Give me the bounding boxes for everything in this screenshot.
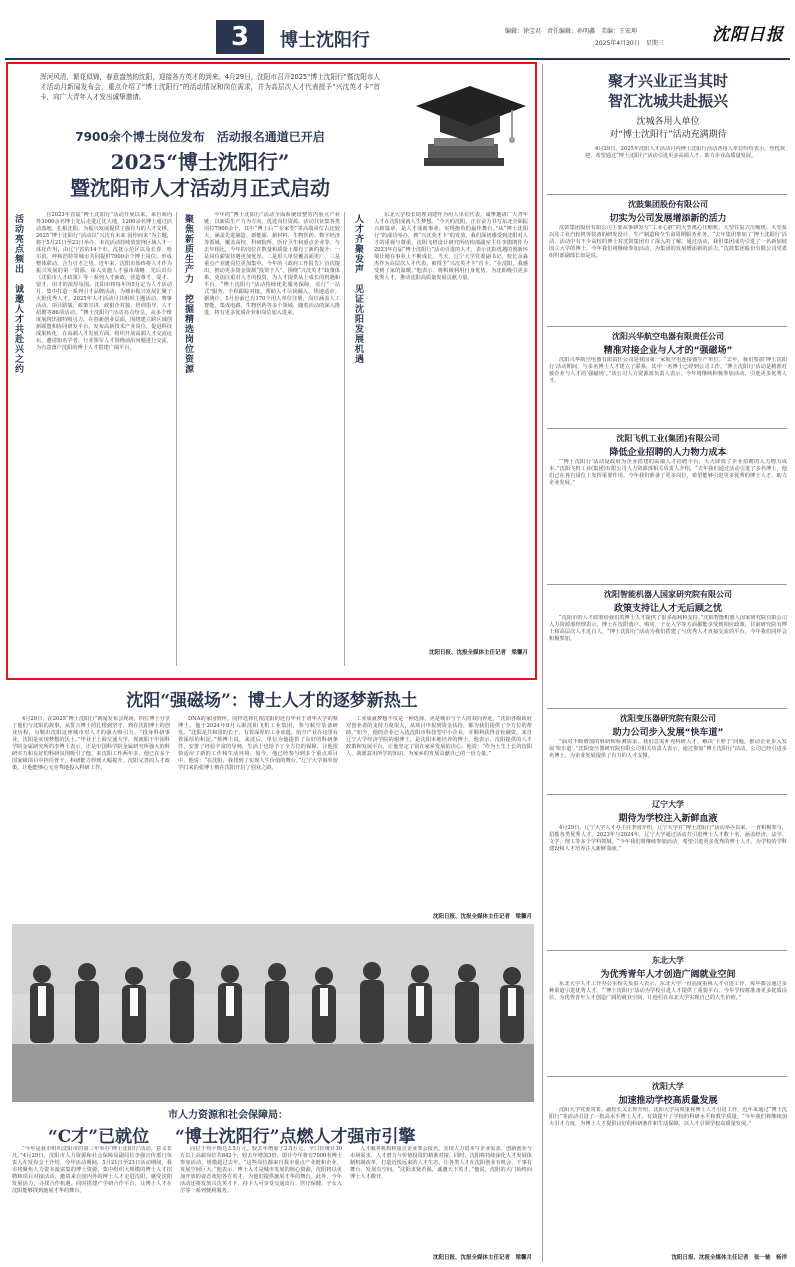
sidebar-separator bbox=[547, 428, 787, 429]
page-number: 3 bbox=[230, 22, 250, 52]
sidebar-item-title: 精准对接企业与人才的“强磁场” bbox=[603, 346, 733, 356]
lead-paragraph: 浑河风清，繁花似锦，春意盎然的沈阳，迎接各方英才的到来。4月29日，沈阳市召开2025“博士沈阳行”暨沈阳市人才活动月新闻发布会，重点介绍了“博士沈阳行”的活动情况和岗位需求，并为高层次人才代表授予“兴沈英才卡”首卡，向广大青年人才发出诚挚邀请。 bbox=[40, 73, 380, 101]
bottom-kicker: 市人力资源和社会保障局： bbox=[168, 1110, 288, 1121]
sidebar-item-org: 沈阳大学 bbox=[652, 1082, 684, 1091]
bottom-column-1: “今年是我市组织沈阳市的第三年举办‘博士沈阳行’活动，意义非凡。”4月29日，沈阳市人力资源和社会保障局副局长李强宣传部门负责人在发布会上介绍，今年活动期间，5月21日至23日活动期间，我市将聚焦人力资本最富集的博士资源，集中组织大规模的博士人才招聘和项目对接活动，邀请来自国内外的博士人才走进沈阳，感受沈阳发展活力，寻找合作机遇。同时搭建产学研合作平台，让博士人才在沈阳能够找到施展才华的舞台。 bbox=[12, 1146, 172, 1194]
date-line: 2025年4月30日 星期三 bbox=[595, 40, 664, 47]
sidebar-subhead-1: 沈城各用人单位 bbox=[636, 117, 700, 127]
column-1-subhead: 活动亮点频出 诚邀人才共赴兴之约 bbox=[13, 214, 23, 374]
sidebar-item-text: “面对不断增加的科研和检测需求，我们急需补充科研人才，解决‘卡脖子’问题，推动企业步入发展‘快车道’。”沈阳变压器研究院有限公司相关负责人表示，通过参加“博士沈阳行”活动，公司已经引进多名博士，为企业发展提供了有力的人才支撑。 bbox=[549, 739, 787, 759]
column-1-text: 自2023年首届“博士沈阳行”活动开展以来，来自海内外3000余名博士先后走进辽沈大地，1200余名博士通过活动落地，扎根沈阳，为振兴发展提供了强有力的人才支撑。2025“博士沈阳行”活动以“兴沈有未来 因你而来”为主题，将于5月21日至23日举办。本次活动持续放宽择区域人才一体化作用，由辽宁省的14个市、沈抚示范区以及长春、哈尔滨、呼和浩特等城市共同提供7900余个博士岗位，形成整体联动、合力引才之势。近年来，沈阳市始终将人才作为振兴发展的第一资源，深入实施人才强市战略，先后出台《沈阳市人才政策》等一系列人才新政，营造尊才、爱才、留才、用才的浓厚氛围。沈阳市将每年的5月定为人才活动月，集中打造一系列引才品牌活动，为城市振兴发展汇聚了大批优秀人才。2025年人才活动月共组织主题活动、赛事活动、项目路演、政策宣讲、政银企对接、培训指导、人才招聘等86项活动。“博士沈阳行”活动亮点纷呈，从多个维度展现出独特吸引力。在创新创业层面，围绕建立跨区域创新联盟和协同研发平台，发布高新技术产业岗位，促进科技成果转化；在高端人才发展方面，组织开展高端人才交流论坛，邀请知名学者、行业领军人才围绕前沿问题进行交流，为有意落户沈阳的博士人才搭建广阔平台。 bbox=[36, 212, 172, 351]
sidebar-item-org: 沈阳变压器研究院有限公司 bbox=[620, 714, 716, 723]
sidebar-byline: 沈阳日报、沈报全媒体主任记者 张一驰 杨洋 bbox=[671, 1255, 787, 1261]
sidebar-item-org: 辽宁大学 bbox=[652, 800, 684, 809]
page-header bbox=[0, 0, 795, 64]
sidebar-item-title: 降低企业招聘的人力物力成本 bbox=[609, 448, 727, 458]
column-divider-1 bbox=[176, 212, 177, 666]
column-2-subhead: 聚焦新质生产力 挖掘精选岗位资源 bbox=[183, 214, 193, 374]
sidebar-item-title: 助力公司步入发展“快车道” bbox=[612, 728, 724, 738]
sidebar-intro: 4月29日，2025年沈阳人才活动月内博士沈阳行活动各用人单位纷纷表示，热忱欢迎，希望通过“博士沈阳行”活动引进更多高端人才，助力企业高质量发展。 bbox=[585, 146, 785, 159]
sidebar-item-text: 4月29日，辽宁大学人才办主任李国介绍，辽宁大学自“博士沈阳行”活动举办以来，一直积极参与，招揽各类优秀人才。2023年与2024年，辽宁大学通过活动共引进博士人才数十名，涵盖经济、法学、文学、理工等多个学科领域。“今年我们将继续参加活动，希望引进更多优秀的博士人才，为学校的学科建设和人才培养注入新鲜血液。” bbox=[549, 825, 787, 852]
sidebar-item-text: 沈阳大学党委常委、副校长关正辉介绍，沈阳大学高度重视博士人才引进工作，近年来通过“博士沈阳行”等活动引进了一批高水平博士人才，有效提升了学校的科研水平和教学质量。“今年我们将继续加大引才力度，为博士人才提供良好的科研条件和生活保障，以人才引领学校高质量发展。” bbox=[549, 1107, 787, 1127]
sidebar-item-text: 东北大学人才工作办公室相关负责人表示，东北大学一直高度重视人才引进工作，每年都会通过多种渠道引进优秀人才。“‘博士沈阳行’活动为学校引进人才提供了重要平台，今年学校将准备更多优质岗位，为优秀青年人才创造广阔的就业空间，让他们在东北大学实现自己的人生价值。” bbox=[549, 981, 787, 1001]
sidebar-item-text: 沈鼓集团股份有限公司主要从事研发与“工业心脏”的大型离心压缩机、大型往复式压缩机、大型泵以及工业汽轮机等装备的研发设计、生产制造和全生命周期服务业务。“去年集团参加了‘博士沈阳行’活动，活动中有不少高校的博士对沈鼓集团有了深入的了解。通过活动，我们集团成功引进了一名新加坡国立大学的博士。今年我们将继续参加活动，为集团的发展增添新的活力。”沈鼓集团股份有限公司党委组织部副部长如是说。 bbox=[549, 225, 787, 259]
column-divider-2 bbox=[344, 212, 345, 666]
sidebar-separator bbox=[547, 194, 787, 195]
bottom-column-2: 向位于均平衡达3.5万元。较去年增加了2.5万元，全口径统计30万以上高薪岗位共842个，较去年增加3倍。即计今年将有7000名博士参加活动，规模超过去年。“这些岗位都来自我市重点产业链和企业，发展空间巨大。”他表示，博士人才是城市发展的核心资源，沈阳将以更加开放的姿态欢迎各方英才，为他们提供施展才华的舞台。此外，今年活动还将发放兴沈英才卡，持卡人可享受交通出行、医疗保健、子女入学等一系列便利服务。 bbox=[180, 1146, 342, 1194]
sidebar-item-org: 沈阳智能机器人国家研究院有限公司 bbox=[604, 590, 732, 599]
sidebar-subhead-2: 对“博士沈阳行”活动充满期待 bbox=[609, 130, 727, 140]
sidebar-item-title: 加速推动学校高质量发展 bbox=[618, 1096, 718, 1106]
sidebar-separator bbox=[547, 1076, 787, 1077]
column-3-text: 东北大学校长助理刘建作为用人单位代表，诚挚邀请广大青年人才在沈阳成就人生梦想。“今天的沈阳，正在奋力书写东北全面振兴新篇章，是人才成就事业、实现抱负的最佳舞台。”从“博士沈阳行”的成功举办，到“兴沈英才卡”的发放，我们深切感受到沈阳对人才的重视与尊重。沈阳飞机设计研究所结构部副室主任李鹃鹃作为2023年首届“博士沈阳行”活动引进的人才，表示沈阳优越的创新环境让她在事业上不断成长。当天，辽宁大学党委副书记、校长余淼杰作为高层次人才代表，被授予“兴沈英才卡”首卡。“在沈阳，我感受到了家的温暖。”他表示，将积极利用自身优势，为沈阳吸引更多优秀人才，推动沈阳高质量发展贡献力量。 bbox=[374, 212, 528, 281]
sidebar-separator bbox=[547, 794, 787, 795]
feature-headline: 沈阳“强磁场”：博士人才的逐梦新热土 bbox=[126, 691, 418, 711]
sidebar-item-org: 沈阳兴华航空电器有限责任公司 bbox=[612, 332, 724, 341]
bottom-headline-prefix: “C才”已就位 bbox=[48, 1127, 150, 1147]
sidebar-headline-1: 聚才兴业正当其时 bbox=[607, 72, 728, 90]
sidebar-item-text: “‘博士沈阳行’活动是政府为企业搭建的高端人才招聘平台，大大降低了企业招聘的人力物力成本。”沈阳飞机工业(集团)有限公司人力资源部相关负责人介绍，“去年我们通过活动引进了多名博士，他们已在各自岗位上发挥重要作用。今年我们准备了更多岗位，希望能够引进更多优秀的博士人才，助力企业发展。” bbox=[549, 459, 787, 486]
main-byline: 沈阳日报、沈报全媒体主任记者 梁馨月 bbox=[428, 650, 528, 656]
section-name: 博士沈阳行 bbox=[280, 30, 370, 51]
sidebar-item-title: 切实为公司发展增添新的活力 bbox=[609, 214, 727, 224]
column-2-text: 今年的“博士沈阳行”活动全面系统盘整省内重点产业链，以新质生产力为方向，优选岗位资源。活动共征集各类岗位7900余个，其中“博士后”“专家型”等高端岗位占比较大，涵盖先进制造、新能源、新材料、生物医药、数字经济等领域，覆盖高校、科研院所、医疗卫生和重点企业等。与去年相比，今年的岗位在数量和质量上都有了新的提升：一是岗位薪资待遇更加优厚，二是用人单位覆盖面更广，三是重点产业链岗位更加集中。今年的《政府工作报告》首次提出，推动更多资金资源“投资于人”。围绕“兴沈英才”政策体系，更加注重对人才的投资，为人才提供从上成长的机遇和平台。“博士沈阳行”活动持续优化服务保障，实行“一站式”服务，全程跟踪对接，帮助人才尽快融入、快速适应。据统计，5月份前已有170个用人单位注册，岗位涵盖人工智能、集成电路、生物医药等多个领域。随着活动的深入推进，将有更多优质企业和岗位加入进来。 bbox=[204, 212, 340, 316]
group-photo-image bbox=[12, 924, 534, 1102]
sidebar-separator bbox=[547, 950, 787, 951]
graduation-cap-image bbox=[400, 66, 532, 176]
masthead-logo: 沈阳日报 bbox=[712, 25, 784, 45]
sidebar-item-text: “沈阳市的人才政策给我们的博士人才提供了很多福利和支持。”沈阳智能机器人国家研究院有限公司人力资源部经理表示，博士在沈阳落户、购房、子女入学等方面都能享受到相应政策。目前研究院有博士和高层次人才近百人，“博士沈阳行”活动为我们搭建了与优秀人才直接交流的平台，今年我们同样会积极参加。 bbox=[549, 615, 787, 642]
sidebar-item-org: 沈鼓集团股份有限公司 bbox=[628, 200, 708, 209]
sidebar-separator bbox=[547, 708, 787, 709]
sidebar-item-title: 政策支持让人才无后顾之忧 bbox=[613, 604, 722, 614]
bottom-column-3: 人才服务机构和重点企业参会报名，实现人力资本与企业需求、创新创业与市场需求、人才潜力与价值投资的精准对接。同时，沈阳将持续深化人才发展体制机制改革，打造近悦远来的人才生态，让各类人才在沈阳创业有机会、干事有舞台、发展有空间。“沈阳求贤若渴，诚邀天下英才。”他说，沈阳的大门始终向博士人才敞开。 bbox=[350, 1146, 532, 1180]
sidebar-item-title: 为优秀青年人才创造广阔就业空间 bbox=[600, 970, 736, 980]
feature-column-1: 4月29日，在2025“博士沈阳行”新闻发布会现场，四位博士分享了他们与沈阳的故事。从誓言博士的扎根到坚守，到在沈阳博士的创业历程，勾勒出沈阳这座城市对人才的强大吸引力。“投身科研事业，沈阳是实现梦想的沃土。”毕业于上海交通大学，现就职于中国科学院金属研究所的李博士表示，正是中国科学院金属研究所强大的科研实力和良好的科研氛围吸引了他。来沈阳工作两年多，他已在多个国家级项目中担任骨干，科研能力得到大幅提升。沈阳完善的人才政策，让他能够心无旁骛地投入科研工作。 bbox=[12, 716, 170, 771]
headline-line-1: 2025“博士沈阳行” bbox=[110, 150, 290, 174]
sidebar-item-text: 沈阳兴华航空电器有限责任公司是我国第一家航空电连接器生产单位。“去年，我们参加‘博士沈阳行’活动期间，与多名博士人才建立了联系，其中一名博士已经到公司工作。‘博士沈阳行’活动是精准对接企业与人才的‘强磁场’。”该公司人力资源部负责人表示，今年将继续积极参加活动，引进更多优秀人才。 bbox=[549, 357, 787, 384]
sidebar-headline-2: 智汇沈城共赴振兴 bbox=[607, 92, 728, 110]
sidebar-item-title: 期待为学校注入新鲜血液 bbox=[618, 814, 718, 824]
editor-line: 编辑：徐宝君 责任编辑：孙明鑫 美编：王宏坤 bbox=[505, 28, 638, 35]
feature-byline: 沈阳日报、沈报全媒体主任记者 梁馨月 bbox=[432, 914, 532, 920]
headline-line-2: 暨沈阳市人才活动月正式启动 bbox=[70, 176, 330, 200]
bottom-headline-main: “博士沈阳行”点燃人才强市引擎 bbox=[175, 1127, 416, 1147]
sidebar-separator bbox=[547, 326, 787, 327]
sidebar-item-org: 东北大学 bbox=[652, 956, 684, 965]
sidebar-separator bbox=[547, 584, 787, 585]
sidebar-item-org: 沈阳飞机工业(集团)有限公司 bbox=[616, 434, 720, 443]
bottom-byline: 沈阳日报、沈报全媒体主任记者 梁馨月 bbox=[432, 1255, 532, 1261]
sidebar-divider bbox=[542, 64, 543, 1262]
feature-column-2: DNA的家园情怀。同样选择扎根沈阳的还有毕业于清华大学的蔡博士。他于2024年8月入职沈阳飞机工业集团，参与航空装备研发。“沈阳是共和国的长子，有着深厚的工业底蕴，航空产业在这里有着深厚的积淀。”蔡博士说，来沈后，单位为他提供了良好的科研条件，安排了经验丰富的导师，生活上也给予了全方位的保障，让他很快适应了新的工作和生活环境。如今，他已经参与到多个重点项目中，他说：“在沈阳，我找到了实现人生价值的舞台。”辽宁大学海外留学归来的张博士则在沈阳开启了创业之路。 bbox=[178, 716, 338, 771]
feature-column-3: 工业成就梦想不仅是一种选择，更是城市与个人的双向奔赴。“沈阳各级政府对创业者的支持力度很大，从项目申报到资金扶持，都为我们提供了全方位的帮助。”如今，他的企业已入选沈阳市科技型中小企业，并顺利获得首轮融资。来自辽宁大学经济学院的谢博士，是沈阳本地培养的博士。他表示，沈阳提供的人才政策和发展平台，让他坚定了留在家乡发展的决心。他说：“作为土生土长的沈阳人，我愿意用所学的知识，为家乡的发展贡献自己的一份力量。” bbox=[346, 716, 532, 757]
header-rule bbox=[5, 58, 790, 60]
headline-kicker: 7900余个博士岗位发布 活动报名通道已开启 bbox=[75, 130, 325, 144]
column-3-subhead: 人才齐聚发声 见证沈阳发展机遇 bbox=[353, 214, 363, 364]
